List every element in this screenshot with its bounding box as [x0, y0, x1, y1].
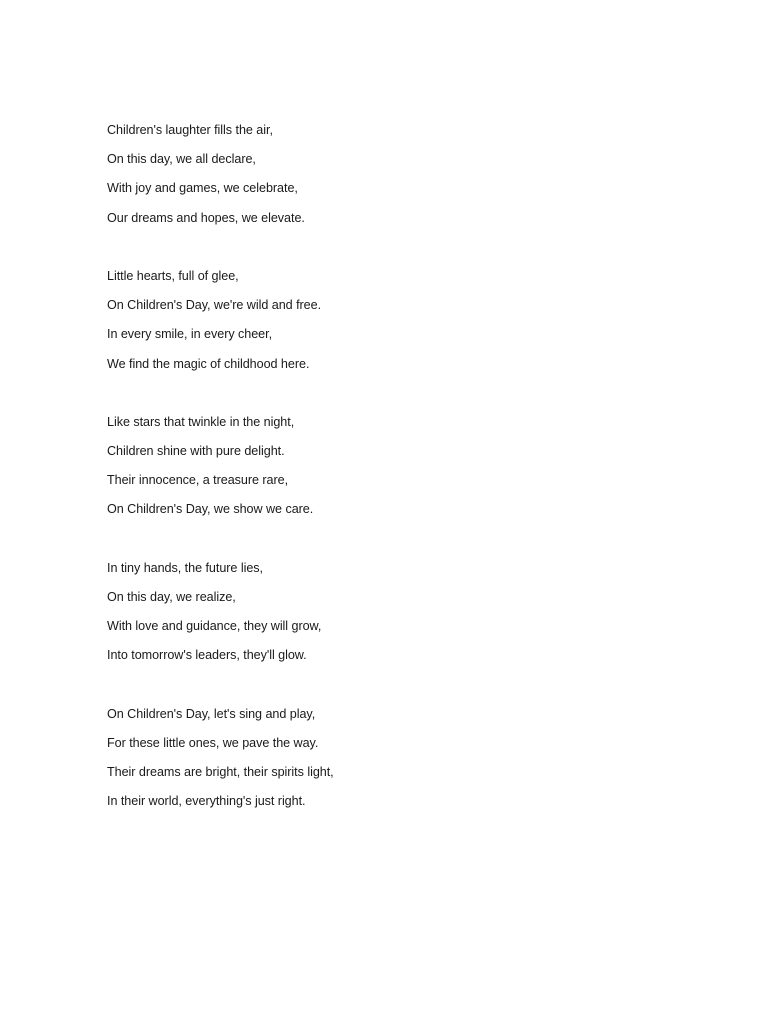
stanza-2: [107, 265, 667, 382]
poem-line: Into tomorrow's leaders, they'll glow.: [107, 648, 307, 663]
poem-line: In every smile, in every cheer,: [107, 327, 273, 342]
poem-line: In their world, everything's just right.: [107, 794, 306, 809]
stanza-1: [107, 119, 667, 236]
poem-line: With love and guidance, they will grow,: [107, 619, 322, 634]
stanza-5: [107, 703, 667, 820]
poem: [107, 119, 667, 849]
poem-line: Their innocence, a treasure rare,: [107, 473, 289, 488]
poem-line: On Children's Day, we're wild and free.: [107, 298, 322, 313]
poem-line: On this day, we realize,: [107, 590, 236, 604]
poem-line: Children shine with pure delight.: [107, 444, 285, 459]
poem-line: On this day, we all declare,: [107, 152, 256, 167]
poem-line: With joy and games, we celebrate,: [107, 181, 298, 196]
poem-line: Like stars that twinkle in the night,: [107, 414, 295, 429]
poem-line: On Children's Day, we show we care.: [107, 502, 314, 517]
poem-line: Their dreams are bright, their spirits light,: [107, 765, 334, 780]
stanza-4: [107, 557, 667, 674]
poem-line: Children's laughter fills the air,: [107, 123, 273, 137]
poem-line: We find the magic of childhood here.: [107, 356, 310, 371]
poem-line: On Children's Day, let's sing and play,: [107, 706, 316, 721]
poem-line: For these little ones, we pave the way.: [107, 735, 319, 750]
poem-line: Little hearts, full of glee,: [107, 268, 239, 283]
stanza-3: [107, 411, 667, 528]
poem-line: Our dreams and hopes, we elevate.: [107, 210, 305, 225]
poem-line: In tiny hands, the future lies,: [107, 560, 263, 575]
